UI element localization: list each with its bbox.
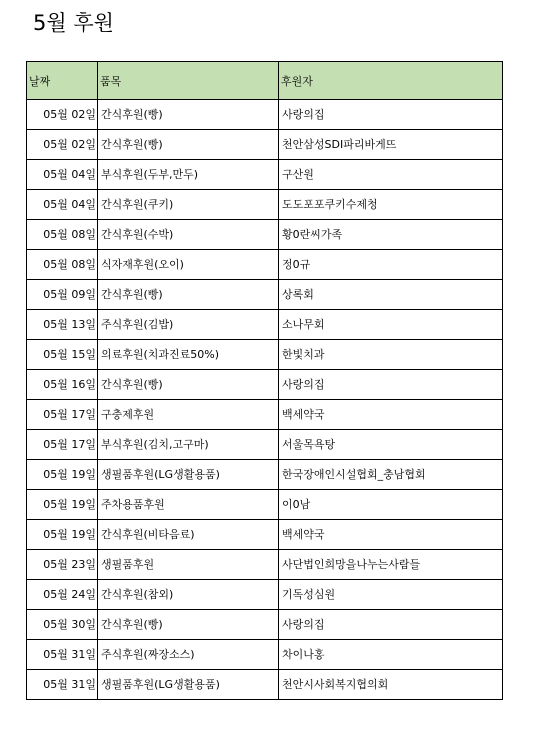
cell-item: 간식후원(빵) [98, 100, 279, 130]
cell-donor: 구산원 [279, 160, 503, 190]
cell-date: 05월 24일 [27, 580, 98, 610]
cell-date: 05월 19일 [27, 490, 98, 520]
cell-donor: 백세약국 [279, 520, 503, 550]
donation-table [26, 61, 503, 700]
header-donor: 후원자 [279, 62, 503, 100]
cell-item: 식자재후원(오이) [98, 250, 279, 280]
cell-donor: 서울목욕탕 [279, 430, 503, 460]
cell-date: 05월 08일 [27, 250, 98, 280]
cell-donor: 사단법인희망을나누는사람들 [279, 550, 503, 580]
cell-donor: 백세약국 [279, 400, 503, 430]
cell-date: 05월 04일 [27, 190, 98, 220]
cell-item: 주식후원(김밥) [98, 310, 279, 340]
table-row [27, 190, 503, 220]
cell-date: 05월 02일 [27, 100, 98, 130]
table-row [27, 280, 503, 310]
cell-date: 05월 19일 [27, 520, 98, 550]
cell-donor: 이0남 [279, 490, 503, 520]
cell-donor: 한빛치과 [279, 340, 503, 370]
cell-item: 간식후원(비타음료) [98, 520, 279, 550]
cell-item: 주차용품후원 [98, 490, 279, 520]
table-body [27, 100, 503, 700]
cell-donor: 사랑의집 [279, 370, 503, 400]
cell-item: 생필품후원(LG생활용품) [98, 670, 279, 700]
table-row [27, 610, 503, 640]
header-row [27, 62, 503, 100]
cell-donor: 사랑의집 [279, 610, 503, 640]
cell-date: 05월 09일 [27, 280, 98, 310]
cell-donor: 도도포포쿠키수제청 [279, 190, 503, 220]
table-row [27, 520, 503, 550]
header-date: 날짜 [27, 62, 98, 100]
cell-item: 의료후원(치과진료50%) [98, 340, 279, 370]
cell-date: 05월 19일 [27, 460, 98, 490]
cell-item: 부식후원(두부,만두) [98, 160, 279, 190]
table-row [27, 220, 503, 250]
cell-donor: 기독성심원 [279, 580, 503, 610]
cell-date: 05월 04일 [27, 160, 98, 190]
cell-donor: 사랑의집 [279, 100, 503, 130]
cell-donor: 정0규 [279, 250, 503, 280]
cell-donor: 황0란씨가족 [279, 220, 503, 250]
cell-item: 간식후원(수박) [98, 220, 279, 250]
cell-date: 05월 30일 [27, 610, 98, 640]
page-title: 5월 후원 [33, 11, 114, 35]
cell-date: 05월 13일 [27, 310, 98, 340]
cell-date: 05월 08일 [27, 220, 98, 250]
cell-item: 간식후원(쿠키) [98, 190, 279, 220]
table-row [27, 250, 503, 280]
table-header [27, 62, 503, 100]
table-row [27, 550, 503, 580]
cell-date: 05월 31일 [27, 670, 98, 700]
cell-item: 주식후원(짜장소스) [98, 640, 279, 670]
cell-item: 간식후원(빵) [98, 370, 279, 400]
table-row [27, 640, 503, 670]
cell-donor: 상록회 [279, 280, 503, 310]
cell-date: 05월 16일 [27, 370, 98, 400]
cell-date: 05월 02일 [27, 130, 98, 160]
cell-item: 간식후원(빵) [98, 280, 279, 310]
table-row [27, 430, 503, 460]
table-row [27, 460, 503, 490]
table-row [27, 100, 503, 130]
table-row [27, 670, 503, 700]
cell-date: 05월 31일 [27, 640, 98, 670]
cell-donor: 차이나홍 [279, 640, 503, 670]
cell-donor: 천안시사회복지협의회 [279, 670, 503, 700]
table-row [27, 340, 503, 370]
header-item: 품목 [98, 62, 279, 100]
table-row [27, 490, 503, 520]
cell-date: 05월 17일 [27, 400, 98, 430]
cell-date: 05월 17일 [27, 430, 98, 460]
table-row [27, 130, 503, 160]
cell-item: 부식후원(김치,고구마) [98, 430, 279, 460]
cell-date: 05월 15일 [27, 340, 98, 370]
table-row [27, 400, 503, 430]
cell-donor: 소나무회 [279, 310, 503, 340]
table-row [27, 310, 503, 340]
table-row [27, 370, 503, 400]
table-row [27, 160, 503, 190]
cell-item: 간식후원(빵) [98, 130, 279, 160]
cell-item: 간식후원(빵) [98, 610, 279, 640]
cell-item: 구충제후원 [98, 400, 279, 430]
cell-item: 생필품후원(LG생활용품) [98, 460, 279, 490]
cell-date: 05월 23일 [27, 550, 98, 580]
cell-donor: 천안삼성SDI파리바게뜨 [279, 130, 503, 160]
cell-item: 간식후원(참외) [98, 580, 279, 610]
table-row [27, 580, 503, 610]
cell-donor: 한국장애인시설협회_충남협회 [279, 460, 503, 490]
cell-item: 생필품후원 [98, 550, 279, 580]
